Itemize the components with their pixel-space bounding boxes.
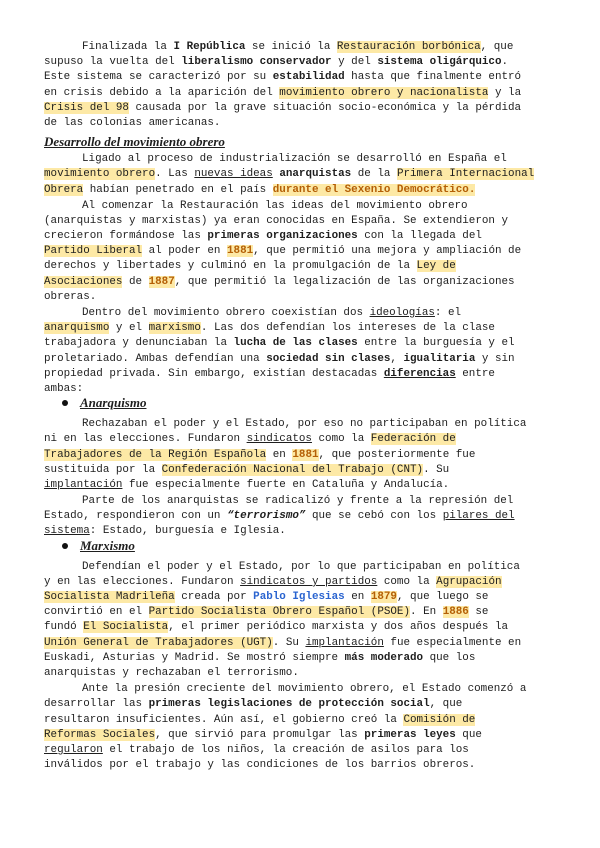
bold-term: igualitaria [403, 352, 476, 365]
bold-term: sistema oligárquico [377, 56, 502, 69]
text-run: en crisis debido a la aparición del [44, 86, 280, 99]
text-run: Finalizada la [82, 41, 174, 53]
text-run: , que [429, 698, 463, 711]
paragraph [44, 152, 584, 198]
text-line [44, 321, 584, 336]
text-run: . Su [272, 636, 306, 649]
section-heading: Desarrollo del movimiento obrero [44, 134, 225, 150]
text-run: con la llegada del [357, 230, 482, 243]
highlighted-term: Asociaciones [44, 275, 123, 288]
bold-term: primeras legislaciones de protección social [148, 698, 430, 711]
text-run: resultaron insuficientes. Aún así, el gobierno creó la [44, 713, 404, 726]
text-run: y el [109, 322, 149, 335]
highlighted-term: marxismo [148, 322, 201, 335]
bold-term: estabilidad [272, 71, 345, 84]
text-run: obreras. [44, 290, 97, 303]
text-line [44, 152, 584, 167]
text-run: Dentro del movimiento obrero coexistían dos [82, 307, 370, 319]
text-run: como la [311, 433, 371, 446]
date-text: 1886 [442, 606, 469, 619]
bold-term: sociedad sin clases [266, 352, 391, 365]
text-line [44, 728, 584, 743]
paragraph [44, 682, 584, 773]
text-run: se inició la [245, 41, 337, 53]
bold-term: lucha de las clases [233, 337, 358, 350]
bold-term: I República [173, 41, 246, 53]
text-line [44, 478, 584, 493]
text-run: : el [434, 307, 462, 319]
text-line [44, 367, 584, 382]
text-run: , que sirvió para promulgar las [155, 728, 365, 741]
text-line [44, 183, 584, 198]
text-run: sustituida por la [44, 463, 162, 476]
text-line [44, 352, 584, 367]
bullet-item [44, 539, 584, 553]
text-run: , que posteriormente fue [318, 448, 476, 461]
text-line [44, 494, 584, 509]
text-line [44, 229, 584, 244]
text-run: que los [423, 651, 476, 664]
text-run: al poder en [142, 245, 228, 258]
text-line [44, 259, 584, 274]
text-line [44, 40, 584, 55]
underlined-term: sindicatos y partidos [240, 575, 378, 588]
text-run: , que [480, 41, 514, 53]
text-run: en [266, 448, 293, 461]
text-run: anarquistas y rechazaban el terrorismo. [44, 666, 299, 679]
underlined-term: implantación [44, 478, 123, 491]
highlighted-term: Agrupación [436, 575, 502, 588]
underlined-term: nuevas ideas [194, 168, 273, 181]
text-run: . En [410, 606, 443, 619]
text-line [44, 275, 584, 290]
text-run: . Su [423, 463, 450, 476]
text-run: trabajadora y denunciaban la [44, 337, 234, 350]
text-run: y sin [475, 352, 515, 365]
text-run: Al comenzar la Restauración las ideas del movimiento obrero [82, 199, 468, 212]
text-run: Este sistema se caracterizó por su [44, 71, 273, 84]
highlighted-term: Reformas Sociales [44, 728, 156, 741]
text-run: hasta que finalmente entró [344, 71, 522, 84]
underlined-term: pilares del [442, 510, 515, 523]
text-run: y del [331, 56, 378, 69]
text-run: que se cebó con los [305, 510, 443, 523]
highlighted-term: anarquismo [44, 322, 110, 335]
bold-term: anarquistas [279, 168, 352, 181]
text-line [44, 448, 584, 463]
text-run: crecieron formándose las [44, 230, 208, 243]
paragraph [44, 560, 584, 682]
text-run: Parte de los anarquistas se radicalizó y frente a la represión del [82, 495, 514, 508]
text-line [44, 417, 584, 432]
paragraph [44, 40, 584, 131]
paragraph [44, 417, 584, 493]
paragraph [44, 199, 584, 305]
text-run: , el primer periódico marxista y dos años después la [168, 621, 509, 634]
text-line [44, 306, 584, 321]
text-run: y en las elecciones. Fundaron [44, 575, 241, 588]
text-line [44, 590, 584, 605]
highlighted-term: Crisis del 98 [44, 101, 129, 114]
text-run: fue especialmente fuerte en Cataluña y Andalucía. [122, 478, 450, 491]
text-run: Ligado al proceso de industrialización se desarrolló en España el [82, 153, 507, 166]
text-run: ambas: [44, 382, 84, 395]
text-run: causada por la grave situación socio-económica y la pérdida [128, 101, 522, 114]
text-run: fundó [44, 621, 84, 634]
text-run: desarrollar las [44, 698, 149, 711]
text-run: que [455, 728, 482, 741]
highlighted-term: Federación de [370, 433, 456, 446]
highlighted-term: Socialista Madrileña [44, 591, 175, 603]
text-run: entre [455, 367, 495, 380]
text-run: . Las dos defendían los intereses de la clase [200, 322, 495, 335]
text-line [44, 651, 584, 666]
text-line [44, 86, 584, 101]
text-run: Rechazaban el poder y el Estado, por eso no participaban en política [82, 418, 527, 431]
text-run: , que luego se [396, 591, 489, 603]
highlighted-term: El Socialista [83, 621, 169, 634]
bullet-dot-icon [62, 400, 68, 406]
bold-italic-term: “terrorismo” [227, 510, 306, 523]
text-line [44, 432, 584, 447]
text-line [44, 116, 584, 131]
bold-underlined-term: diferencias [383, 367, 456, 380]
date-text: 1887 [148, 275, 175, 288]
text-line [44, 101, 584, 116]
text-line [44, 244, 584, 259]
highlighted-term: Restauración borbónica [336, 41, 481, 53]
highlighted-term: Unión General de Trabajadores (UGT) [44, 636, 273, 649]
text-run: de [122, 275, 149, 288]
highlighted-term: Ley de [416, 260, 456, 273]
text-line [44, 575, 584, 590]
date-text: 1881 [227, 245, 254, 258]
text-run: como la [377, 575, 437, 588]
text-line [44, 509, 584, 524]
highlighted-term: Primera Internacional [396, 168, 535, 181]
text-run: convirtió en el [44, 606, 149, 619]
paragraph [44, 306, 584, 397]
text-line [44, 55, 584, 70]
document-body [44, 40, 584, 774]
text-run: de la [351, 168, 397, 181]
person-name: Pablo Iglesias [253, 591, 345, 603]
text-run: . [501, 56, 509, 69]
paragraph [44, 494, 584, 540]
text-run: entre la burguesía y el [357, 337, 515, 350]
text-line [44, 199, 584, 214]
text-run: : Estado, burguesía e Iglesia. [89, 525, 286, 538]
bold-term: más moderado [344, 651, 424, 664]
text-line [44, 167, 584, 182]
text-run: proletariado. Ambas defendían una [44, 352, 267, 365]
text-line [44, 713, 584, 728]
text-run: el trabajo de los niños, la creación de asilos para los [102, 743, 469, 756]
underlined-term: sistema [44, 525, 90, 538]
text-line [44, 560, 584, 575]
highlighted-term: Trabajadores de la Región Española [44, 448, 267, 461]
text-line [44, 697, 584, 712]
highlighted-term: Comisión de [403, 713, 476, 726]
bullet-dot-icon [62, 543, 68, 549]
text-line [44, 636, 584, 651]
bullet-item [44, 396, 584, 410]
text-line [44, 463, 584, 478]
text-line [44, 214, 584, 229]
text-run: (anarquistas y marxistas) ya eran conocidas en España. Se extendieron y [44, 214, 509, 227]
bold-term: primeras leyes [364, 728, 456, 741]
text-run: inválidos por el trabajo y las condiciones de los barrios obreros. [44, 759, 476, 772]
text-line [44, 666, 584, 681]
text-run: . Las [155, 168, 195, 181]
date-text: 1881 [292, 448, 319, 461]
text-line [44, 336, 584, 351]
text-run: en [344, 591, 371, 603]
text-line [44, 620, 584, 635]
highlighted-term: Partido Liberal [44, 245, 143, 258]
highlighted-term: movimiento obrero [44, 168, 156, 181]
highlighted-term: Confederación Nacional del Trabajo (CNT) [161, 463, 424, 476]
underlined-term: implantación [305, 636, 384, 649]
text-run: habían penetrado en el país [83, 183, 273, 196]
underlined-term: regularon [44, 743, 103, 756]
text-run: se [468, 606, 489, 619]
text-line [44, 70, 584, 85]
text-run: propiedad privada. Sin embargo, existían destacadas [44, 367, 384, 380]
text-line [44, 605, 584, 620]
bullet-heading: Anarquismo [80, 395, 147, 411]
date-text: durante el Sexenio Democrático. [272, 183, 476, 196]
highlighted-term: Partido Socialista Obrero Español (PSOE) [148, 606, 410, 619]
text-run: Euskadi, Asturias y Madrid. Se mostró siempre [44, 651, 345, 664]
highlighted-term: Obrera [44, 183, 84, 196]
text-run: fue especialmente en [383, 636, 522, 649]
date-text: 1879 [370, 591, 397, 603]
text-run: Ante la presión creciente del movimiento obrero, el Estado comenzó a [82, 683, 527, 696]
text-run: , [390, 352, 404, 365]
text-run: de las colonias americanas. [44, 116, 221, 129]
text-line [44, 743, 584, 758]
text-run: derechos y libertades y culminó en la promulgación de la [44, 260, 417, 273]
text-run: supuso la vuelta del [44, 56, 182, 69]
underlined-term: ideologías [369, 307, 435, 319]
text-run: Defendían el poder y el Estado, por lo que participaban en política [82, 560, 520, 573]
bold-term: primeras organizaciones [207, 230, 358, 243]
text-run: , que permitió una mejora y ampliación de [253, 245, 522, 258]
highlighted-term: movimiento obrero y nacionalista [279, 86, 489, 99]
text-run: Estado, respondieron con un [44, 510, 227, 523]
text-run: creada por [174, 591, 254, 603]
bold-term: liberalismo conservador [181, 56, 332, 69]
text-line [44, 290, 584, 305]
text-run: ni en las elecciones. Fundaron [44, 433, 247, 446]
underlined-term: sindicatos [246, 433, 312, 446]
text-run: , que permitió la legalización de las organizaciones [174, 275, 515, 288]
bullet-heading: Marxismo [80, 537, 135, 553]
text-run: y la [488, 86, 522, 99]
text-line [44, 758, 584, 773]
text-line [44, 682, 584, 697]
